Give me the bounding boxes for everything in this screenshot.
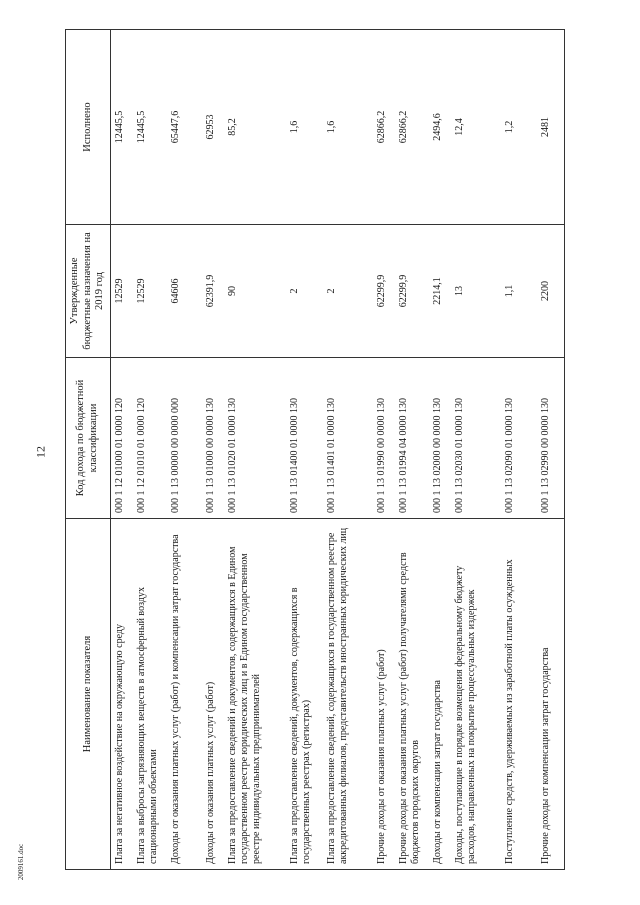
- cell-executed: 85,2: [224, 30, 286, 225]
- cell-name: Плата за предоставление сведений, содержащихся в государственном реестре аккредитованных филиалов, представительств иностранных юридических лиц: [323, 519, 373, 870]
- cell-name: Доходы от оказания платных услуг (работ) и компенсации затрат государства: [167, 519, 202, 870]
- cell-name: Плата за предоставление сведений, документов, содержащихся в государственных реестрах (регистрах): [286, 519, 323, 870]
- cell-approved: 62391,9: [202, 225, 224, 358]
- cell-executed: 12445,5: [111, 30, 133, 225]
- cell-code: 000 1 12 01000 01 0000 120: [111, 358, 133, 519]
- table-row: [373, 30, 395, 870]
- cell-approved: 62299,9: [395, 225, 429, 358]
- cell-name: Доходы, поступающие в порядке возмещения федеральному бюджету расходов, направленных на покрытие процессуальных издержек: [451, 519, 501, 870]
- cell-approved: 1,1: [501, 225, 537, 358]
- cell-approved: 64606: [167, 225, 202, 358]
- cell-name: Прочие доходы от компенсации затрат государства: [537, 519, 565, 870]
- cell-executed: 12445,5: [133, 30, 167, 225]
- table-row: [323, 30, 373, 870]
- header-name: Наименование показателя: [66, 519, 111, 870]
- table-header-row: [66, 30, 111, 870]
- cell-code: 000 1 13 02990 00 0000 130: [537, 358, 565, 519]
- revenue-table: [65, 29, 565, 870]
- table-row: [167, 30, 202, 870]
- cell-name: Плата за выбросы загрязняющих веществ в атмосферный воздух стационарными объектами: [133, 519, 167, 870]
- cell-approved: 2200: [537, 225, 565, 358]
- cell-executed: 2494,6: [429, 30, 451, 225]
- cell-code: 000 1 13 01401 01 0000 130: [323, 358, 373, 519]
- cell-executed: 62866,2: [373, 30, 395, 225]
- cell-name: Прочие доходы от оказания платных услуг (работ): [373, 519, 395, 870]
- cell-code: 000 1 13 00000 00 0000 000: [167, 358, 202, 519]
- table-row: [133, 30, 167, 870]
- table-row: [429, 30, 451, 870]
- cell-executed: 1,2: [501, 30, 537, 225]
- cell-name: Поступление средств, удерживаемых из заработной платы осужденных: [501, 519, 537, 870]
- cell-name: Доходы от оказания платных услуг (работ): [202, 519, 224, 870]
- cell-code: 000 1 13 01020 01 0000 130: [224, 358, 286, 519]
- cell-approved: 2: [323, 225, 373, 358]
- cell-approved: 2214,1: [429, 225, 451, 358]
- cell-code: 000 1 13 01400 01 0000 130: [286, 358, 323, 519]
- cell-approved: 13: [451, 225, 501, 358]
- table-row: [202, 30, 224, 870]
- header-approved: Утвержденные бюджетные назначения на 2019 год: [66, 225, 111, 358]
- cell-code: 000 1 13 02090 01 0000 130: [501, 358, 537, 519]
- cell-name: Доходы от компенсации затрат государства: [429, 519, 451, 870]
- table-row: [395, 30, 429, 870]
- table-row: [111, 30, 133, 870]
- table-row: [286, 30, 323, 870]
- cell-name: Плата за предоставление сведений и документов, содержащихся в Едином государственном реестре юридических лиц и в Едином государственном реестре индивидуальных предпринимателей: [224, 519, 286, 870]
- table-row: [501, 30, 537, 870]
- cell-code: 000 1 13 02030 01 0000 130: [451, 358, 501, 519]
- footer-doc-code: 2009161.doc: [17, 843, 25, 881]
- table-row: [537, 30, 565, 870]
- cell-code: 000 1 13 01994 04 0000 130: [395, 358, 429, 519]
- cell-executed: 2481: [537, 30, 565, 225]
- header-code: Код дохода по бюджетной классификации: [66, 358, 111, 519]
- cell-executed: 62866,2: [395, 30, 429, 225]
- table-row: [451, 30, 501, 870]
- cell-executed: 12,4: [451, 30, 501, 225]
- rotated-table-container: [65, 30, 605, 870]
- cell-approved: 12529: [111, 225, 133, 358]
- table-row: [224, 30, 286, 870]
- cell-approved: 2: [286, 225, 323, 358]
- cell-approved: 62299,9: [373, 225, 395, 358]
- page-number: 12: [33, 446, 48, 458]
- cell-name: Плата за негативное воздействие на окружающую среду: [111, 519, 133, 870]
- cell-approved: 12529: [133, 225, 167, 358]
- cell-executed: 62953: [202, 30, 224, 225]
- cell-code: 000 1 13 01000 00 0000 130: [202, 358, 224, 519]
- cell-code: 000 1 12 01010 01 0000 120: [133, 358, 167, 519]
- cell-code: 000 1 13 01990 00 0000 130: [373, 358, 395, 519]
- cell-approved: 90: [224, 225, 286, 358]
- cell-executed: 1,6: [323, 30, 373, 225]
- cell-code: 000 1 13 02000 00 0000 130: [429, 358, 451, 519]
- header-executed: Исполнено: [66, 30, 111, 225]
- cell-name: Прочие доходы от оказания платных услуг (работ) получателями средств бюджетов городских округов: [395, 519, 429, 870]
- cell-executed: 65447,6: [167, 30, 202, 225]
- cell-executed: 1,6: [286, 30, 323, 225]
